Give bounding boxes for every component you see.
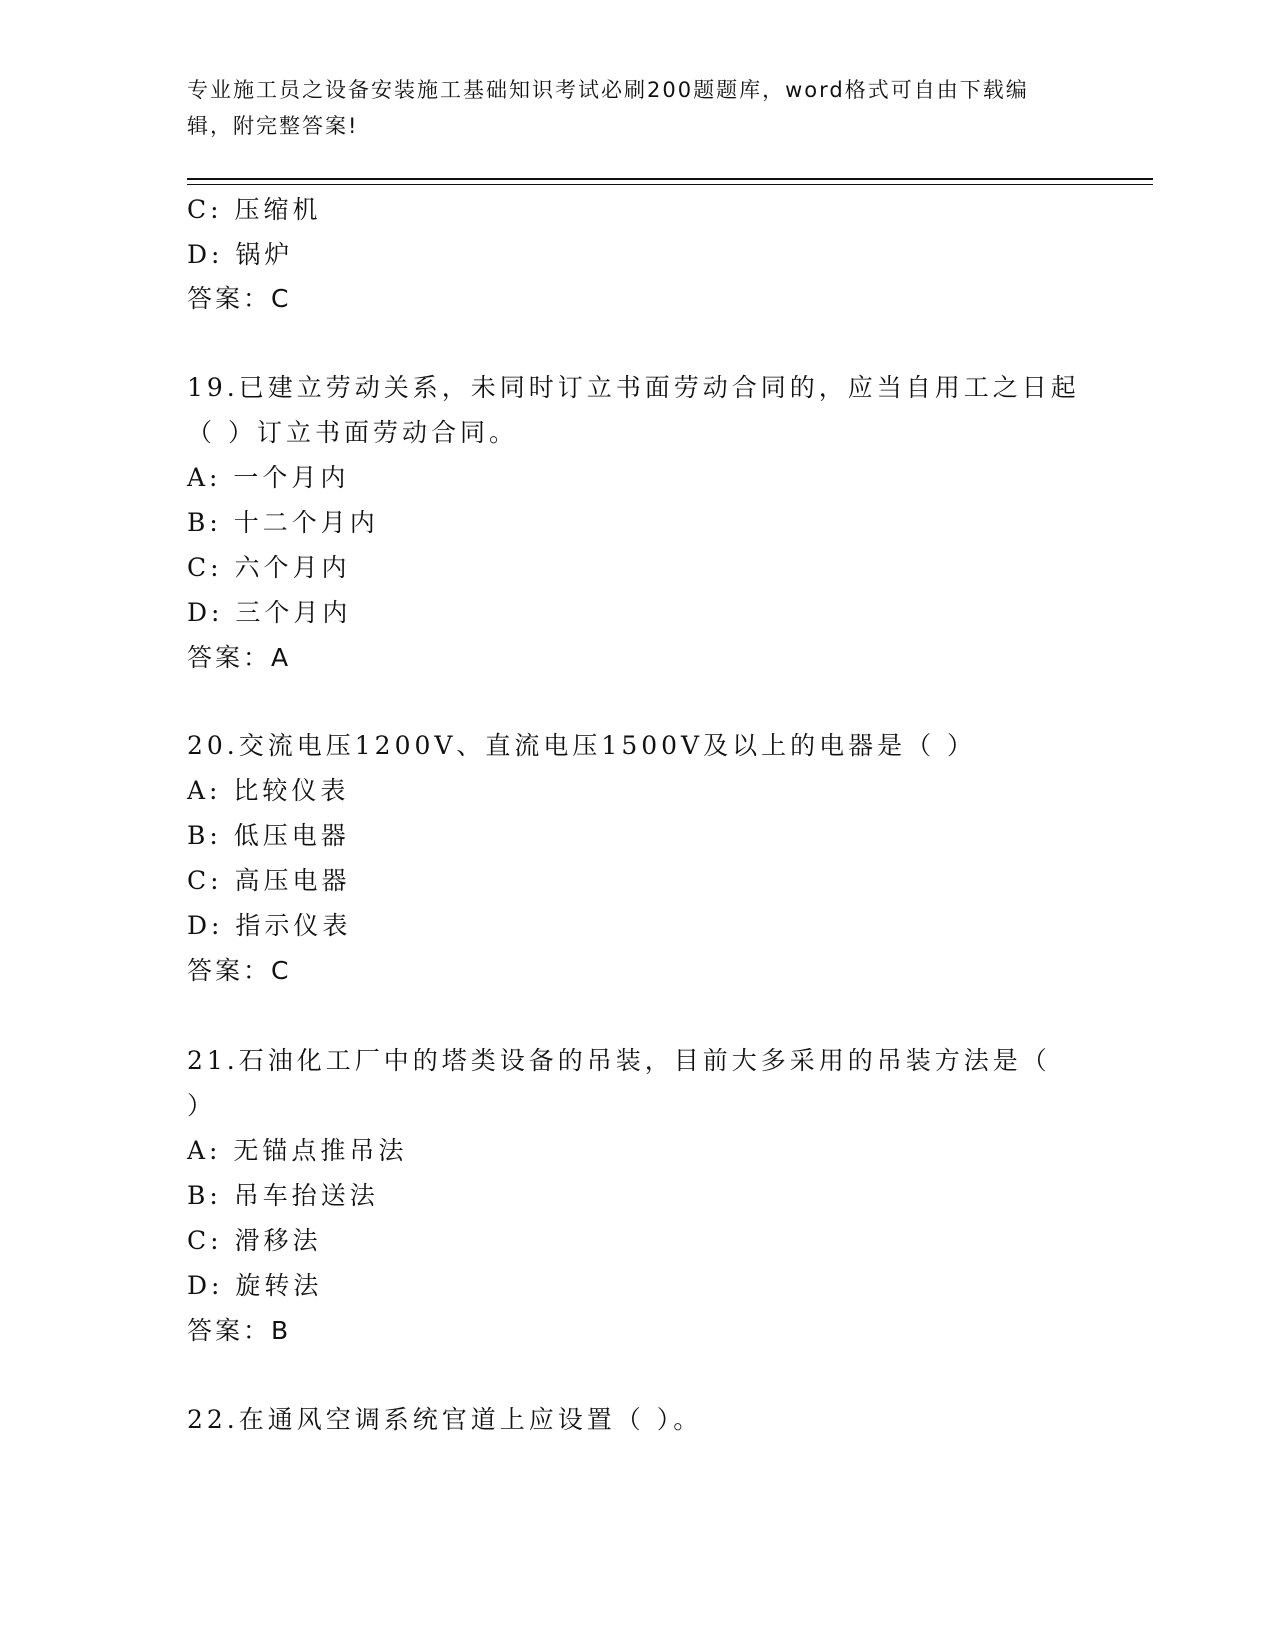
- answer: 答案：A: [187, 643, 292, 672]
- option-a: A: 比较仪表: [187, 776, 350, 805]
- option-b: B: 吊车抬送法: [187, 1181, 379, 1210]
- option-c: C: 六个月内: [187, 553, 351, 582]
- option-d: D: 三个月内: [187, 598, 352, 627]
- option-c: C: 压缩机: [187, 195, 322, 224]
- question-text: 20.交流电压1200V、直流电压1500V及以上的电器是（ ）: [187, 731, 977, 760]
- option-c: C: 高压电器: [187, 866, 351, 895]
- answer: 答案：C: [187, 956, 292, 985]
- option-a: A: 无锚点推吊法: [187, 1136, 408, 1165]
- option-d: D: 锅炉: [187, 240, 294, 269]
- option-b: B: 十二个月内: [187, 508, 379, 537]
- document-header: 专业施工员之设备安装施工基础知识考试必刷200题题库，word格式可自由下载编辑，附完整答案!: [187, 78, 1029, 138]
- question-text: 21.石油化工厂中的塔类设备的吊装，目前大多采用的吊装方法是（: [187, 1046, 1051, 1075]
- option-d: D: 旋转法: [187, 1271, 323, 1300]
- question-text: ）: [187, 1091, 217, 1120]
- header-divider-thick: [187, 178, 1153, 180]
- option-a: A: 一个月内: [187, 463, 350, 492]
- option-c: C: 滑移法: [187, 1226, 322, 1255]
- option-d: D: 指示仪表: [187, 911, 352, 940]
- header-divider-thin: [187, 184, 1153, 185]
- question-text: 19.已建立劳动关系，未同时订立书面劳动合同的，应当自用工之日起: [187, 373, 1080, 402]
- answer: 答案：C: [187, 284, 292, 313]
- question-text: 22.在通风空调系统官道上应设置（ ）。: [187, 1405, 703, 1434]
- answer: 答案：B: [187, 1316, 292, 1345]
- option-b: B: 低压电器: [187, 821, 350, 850]
- question-text: （ ）订立书面劳动合同。: [187, 418, 518, 447]
